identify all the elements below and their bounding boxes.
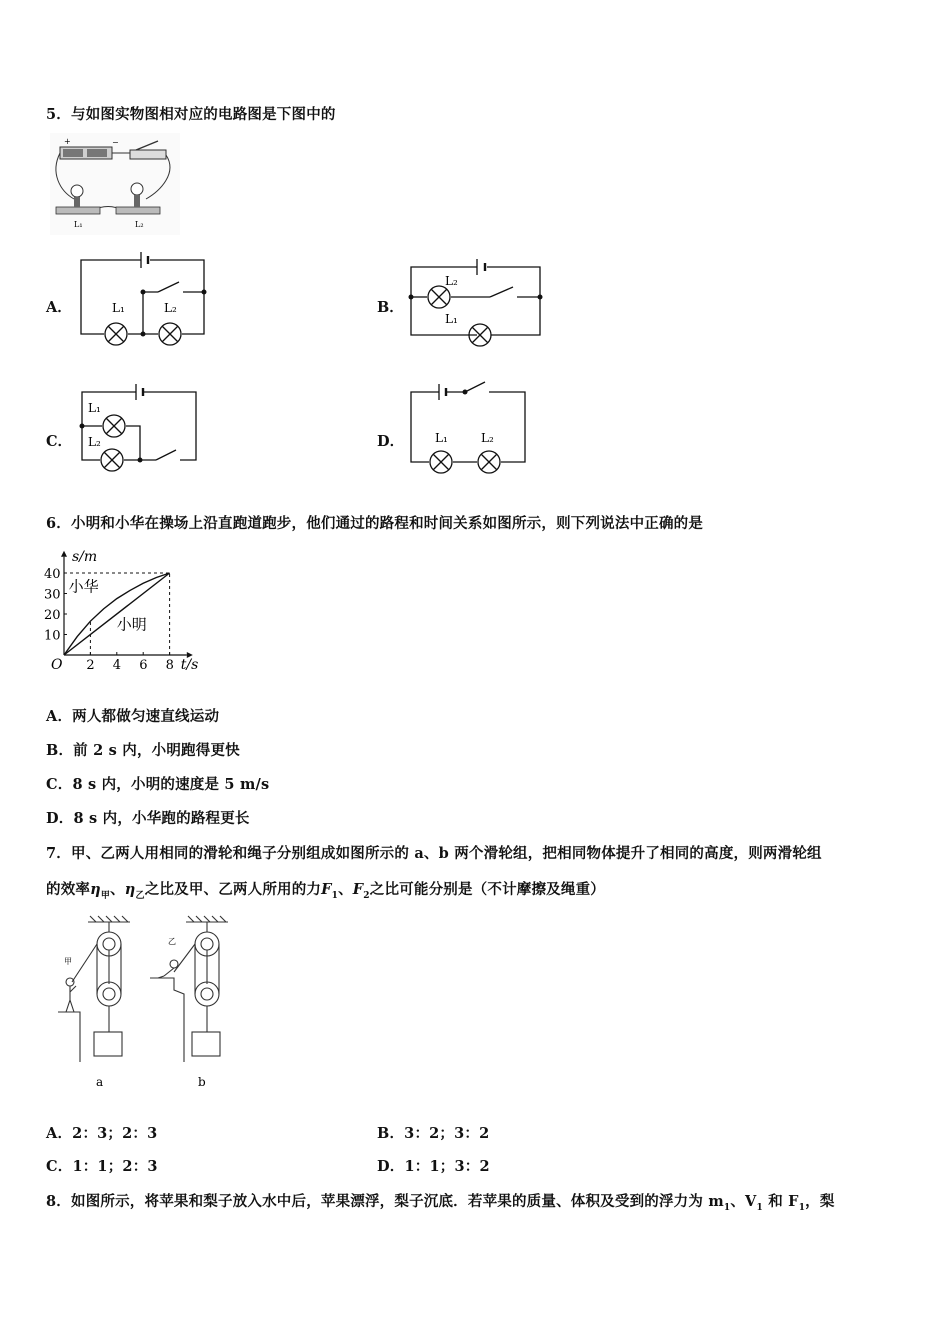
lamp-label: L₂: [445, 274, 458, 288]
x-tick-label: 4: [112, 658, 122, 673]
lamp-label: L₂: [481, 431, 494, 445]
q8-stem: [46, 1190, 835, 1213]
q6-stem: 6．小明和小华在操场上沿直跑道跑步，他们通过的路程和时间关系如图所示，则下列说法中正确的是: [46, 515, 704, 532]
q7-stem-line1: 7．甲、乙两人用相同的滑轮和绳子分别组成如图所示的 a、b 两个滑轮组，把相同物体提升了相同的高度，则两滑轮组: [46, 845, 822, 862]
sub-1: 1: [798, 1202, 806, 1213]
sub-1: 1: [756, 1202, 763, 1213]
x-tick-label: 6: [139, 658, 148, 673]
y-tick-label: 20: [44, 608, 61, 623]
q5-option-a-circuit: [76, 248, 211, 350]
person-label-yi: 乙: [168, 937, 176, 946]
eta-sub-yi: 乙: [135, 890, 145, 901]
q7-option-a: A．2：3；2：3: [46, 1125, 158, 1142]
x-tick-label: 2: [86, 658, 95, 673]
q7-stem-line2: [46, 878, 605, 901]
q7-text: 的效率: [46, 881, 91, 898]
q5-option-d-label: D．: [377, 433, 405, 450]
weight-block: [192, 1032, 220, 1056]
series-label-xiaohua: 小华: [68, 577, 99, 596]
plus-sign: +: [64, 137, 71, 146]
eta-symbol: η: [90, 881, 101, 898]
q5-photo: [50, 133, 180, 235]
q5-option-c-label: C．: [46, 433, 73, 450]
series-label-xiaoming: 小明: [116, 615, 147, 634]
force-sub-1: 1: [331, 890, 339, 901]
photo-label-l1: L₁: [74, 220, 83, 229]
q7-option-d: D．1：1；3：2: [377, 1158, 490, 1175]
eta-sub-jia: 甲: [100, 890, 111, 901]
lamp-label: L₁: [88, 401, 101, 415]
person-label-jia: 甲: [64, 957, 72, 966]
q6-st-chart: [40, 535, 230, 675]
separator: 、: [110, 881, 125, 898]
q8-text: 和 F: [762, 1193, 799, 1210]
q8-text: ，梨: [805, 1193, 835, 1210]
y-axis-arrow: [61, 551, 67, 557]
q8-text: 8．如图所示，将苹果和梨子放入水中后，苹果漂浮，梨子沉底．若苹果的质量、体积及受到的浮力为 m: [46, 1193, 724, 1210]
lamp-label: L₂: [88, 435, 101, 449]
lamp-label: L₁: [445, 312, 458, 326]
q5-option-a-label: A．: [46, 299, 72, 316]
q8-text: 、V: [730, 1193, 757, 1210]
separator: 、: [338, 881, 353, 898]
q7-option-c: C．1：1；2：3: [46, 1158, 158, 1175]
origin-label: O: [51, 657, 63, 673]
force-sub-2: 2: [363, 890, 370, 901]
figure-label-b: b: [198, 1075, 206, 1089]
q5-option-d-circuit: [405, 378, 530, 476]
y-axis-label: s/m: [72, 548, 98, 565]
q6-option-a: A．两人都做匀速直线运动: [46, 708, 220, 725]
x-axis-label: t/s: [180, 657, 199, 673]
force-symbol: F: [321, 881, 332, 898]
q5-stem: 5．与如图实物图相对应的电路图是下图中的: [46, 106, 336, 123]
y-tick-label: 40: [44, 567, 61, 582]
eta-symbol: η: [124, 881, 136, 898]
photo-label-l2: L₂: [135, 220, 144, 229]
lamp-label: L₁: [435, 431, 448, 445]
sub-1: 1: [723, 1202, 731, 1213]
force-symbol: F: [352, 881, 364, 898]
q7-text: 之比及甲、乙两人所用的力: [144, 881, 322, 898]
q5-option-c-circuit: [76, 380, 204, 476]
bulb-icon: [71, 185, 83, 197]
figure-label-a: a: [96, 1075, 104, 1089]
q5-option-b-circuit: [405, 255, 548, 347]
q5-option-b-label: B．: [377, 299, 404, 316]
y-tick-label: 10: [44, 628, 61, 644]
weight-block: [94, 1032, 122, 1056]
q6-option-c: C．8 s 内，小明的速度是 5 m/s: [46, 776, 270, 793]
x-tick-label: 8: [165, 658, 174, 673]
q6-option-b: B．前 2 s 内，小明跑得更快: [46, 742, 240, 759]
pulley-icon: [195, 982, 219, 1006]
bulb-icon: [131, 183, 143, 195]
q7-pulley-figure: [50, 912, 250, 1094]
switch-icon: [130, 150, 166, 159]
lamp-label: L₁: [112, 301, 125, 315]
pulley-icon: [97, 982, 121, 1006]
q7-option-b: B．3：2；3：2: [377, 1125, 490, 1142]
minus-sign: −: [112, 138, 119, 147]
lamp-label: L₂: [164, 301, 177, 315]
q7-text: 之比可能分别是（不计摩擦及绳重）: [369, 881, 605, 898]
q6-option-d: D．8 s 内，小华跑的路程更长: [46, 810, 250, 827]
y-tick-label: 30: [44, 587, 61, 603]
